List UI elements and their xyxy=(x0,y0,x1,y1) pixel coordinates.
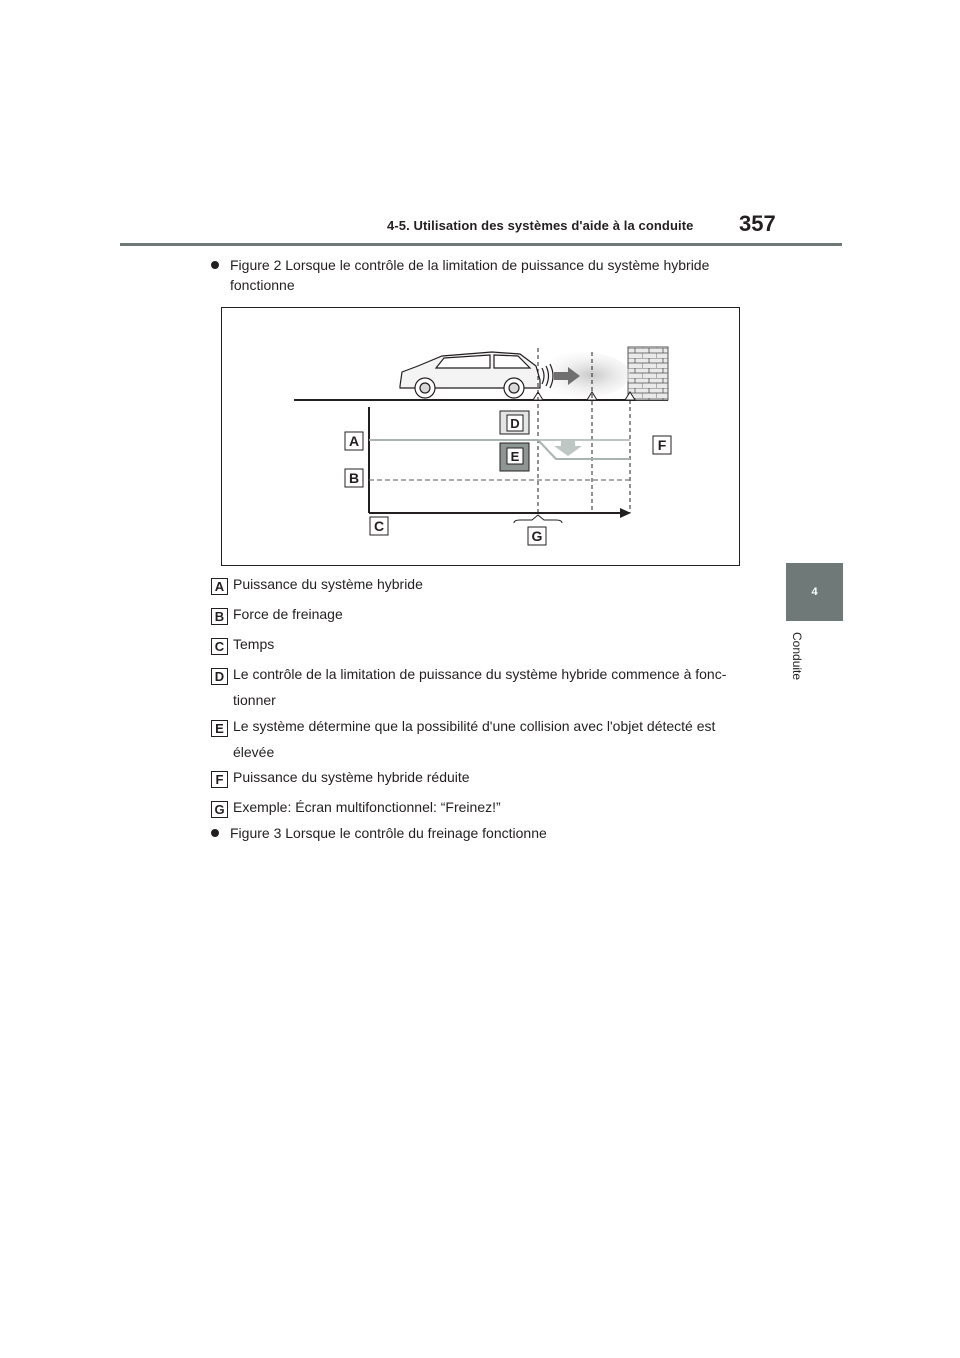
svg-text:B: B xyxy=(348,470,360,486)
legend-badge: G xyxy=(211,801,228,818)
bracket-g xyxy=(514,515,562,523)
legend-item-a xyxy=(211,574,751,595)
legend-text: Le contrôle de la limitation de puissance du système hybride commence à fonc- xyxy=(233,666,727,682)
diagram-svg xyxy=(222,308,739,565)
section-title: 4-5. Utilisation des systèmes d'aide à la conduite xyxy=(387,218,694,233)
legend-item-f xyxy=(211,767,751,788)
legend-text-cont: élevée xyxy=(233,744,275,760)
bullet-figure-3-text: Figure 3 Lorsque le contrôle du freinage fonctionne xyxy=(230,825,547,841)
legend-badge: B xyxy=(211,608,228,625)
legend-badge: A xyxy=(211,578,228,595)
bullet-dot-icon xyxy=(211,261,219,269)
chapter-tab[interactable] xyxy=(786,563,843,621)
legend-item-c xyxy=(211,634,751,655)
bullet-dot-icon xyxy=(211,829,219,837)
legend-badge: F xyxy=(211,771,228,788)
legend-text: Exemple: Écran multifonctionnel: “Freinez!” xyxy=(233,799,501,815)
chapter-label: Conduite xyxy=(790,632,804,681)
legend-item-g xyxy=(211,797,751,818)
svg-text:A: A xyxy=(348,433,360,449)
legend-item-e xyxy=(211,716,751,763)
legend-text: Puissance du système hybride réduite xyxy=(233,769,470,785)
brick-wall-icon xyxy=(628,347,668,400)
callout-a xyxy=(345,432,363,450)
callout-c xyxy=(370,517,388,535)
legend-item-d xyxy=(211,664,751,711)
svg-text:E: E xyxy=(510,449,520,464)
svg-text:F: F xyxy=(657,437,667,453)
callout-g xyxy=(528,527,546,545)
legend-badge: E xyxy=(211,720,228,737)
bullet-figure-3 xyxy=(211,823,750,843)
figure-diagram xyxy=(221,307,740,566)
svg-text:D: D xyxy=(510,416,520,431)
bullet-figure-2 xyxy=(211,255,750,295)
callout-b xyxy=(345,469,363,487)
reduction-arrow-icon xyxy=(554,440,582,456)
legend-item-b xyxy=(211,604,751,625)
callout-e xyxy=(500,443,529,471)
bullet-figure-2-text-cont: fonctionne xyxy=(230,277,295,293)
header-rule xyxy=(120,243,842,246)
chapter-number: 4 xyxy=(811,586,818,598)
legend-text: Le système détermine que la possibilité d'une collision avec l'objet détecté est xyxy=(233,718,716,734)
car-icon xyxy=(400,352,540,398)
svg-text:G: G xyxy=(531,528,543,544)
callout-d xyxy=(500,411,529,434)
legend-text-cont: tionner xyxy=(233,692,276,708)
page-number: 357 xyxy=(739,211,776,236)
svg-text:C: C xyxy=(373,518,385,534)
legend-text: Temps xyxy=(233,636,275,652)
legend-text: Puissance du système hybride xyxy=(233,576,423,592)
legend-badge: C xyxy=(211,638,228,655)
legend-text: Force de freinage xyxy=(233,606,343,622)
bullet-figure-2-text: Figure 2 Lorsque le contrôle de la limitation de puissance du système hybride xyxy=(230,257,710,273)
callout-f xyxy=(653,436,671,454)
time-axis-arrow-icon xyxy=(620,508,631,518)
legend-badge: D xyxy=(211,668,228,685)
